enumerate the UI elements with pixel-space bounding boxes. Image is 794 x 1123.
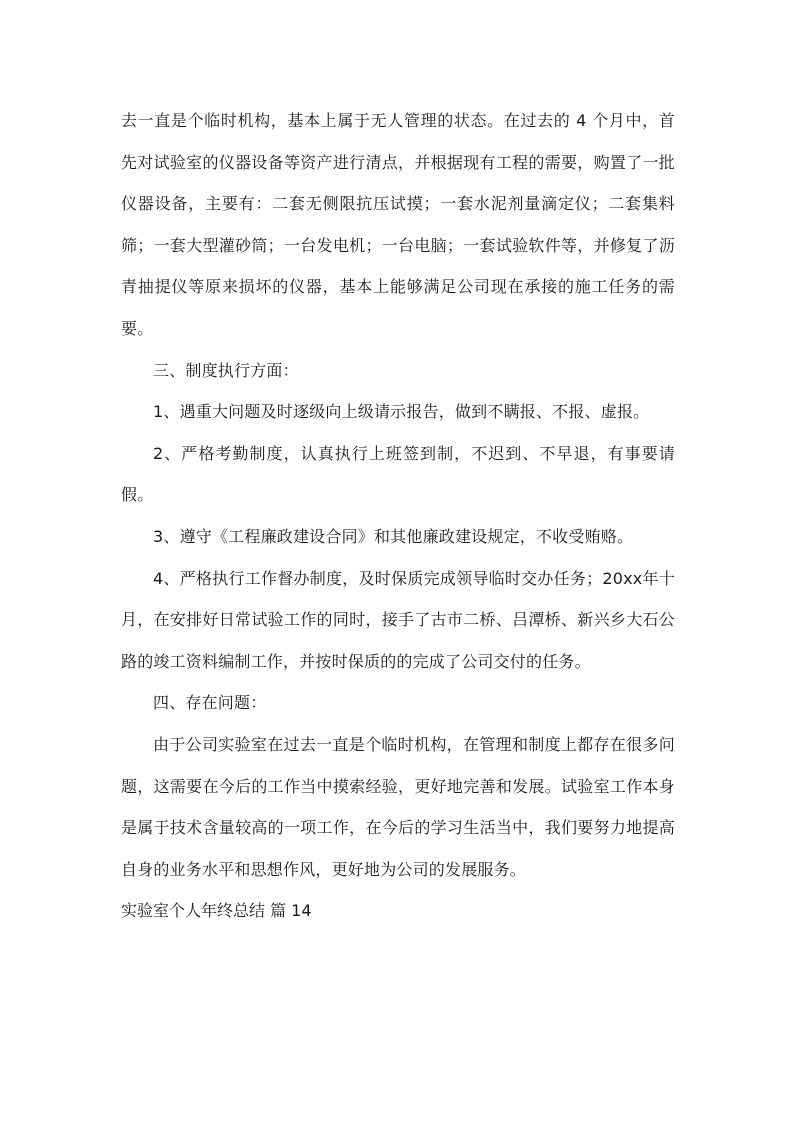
body-paragraph: 3、遵守《工程廉政建设合同》和其他廉政建设规定，不收受贿赂。 [153,526,634,546]
body-paragraph: 1、遇重大问题及时逐级向上级请示报告，做到不瞒报、不报、虚报。 [153,402,650,422]
section-heading: 四、存在问题： [153,693,267,713]
body-paragraph: 4、严格执行工作督办制度，及时保质完成领导临时交办任务；20xx年十月，在安排好日常试验工作的同时，接手了古市二桥、吕潭桥、新兴乡大石公路的竣工资料编制工作，并按时保质的的完成了公司交付的任务。 [121,568,675,671]
body-paragraph: 由于公司实验室在过去一直是个临时机构，在管理和制度上都存在很多问题，这需要在今后的工作当中摸索经验，更好地完善和发展。试验室工作本身是属于技术含量较高的一项工作，在今后的学习生活当中，我们要努力地提高自身的业务水平和思想作风，更好地为公司的发展服务。 [121,734,675,879]
body-paragraph: 2、严格考勤制度，认真执行上班签到制，不迟到、不早退，有事要请假。 [121,443,675,505]
body-paragraph: 去一直是个临时机构，基本上属于无人管理的状态。在过去的 4 个月中，首先对试验室的仪器设备等资产进行清点，并根据现有工程的需要，购置了一批仪器设备，主要有：二套无侧限抗压试摸；一套水泥剂量滴定仪；二套集料筛；一套大型灌砂筒；一台发电机；一台电脑；一套试验软件等，并修复了沥青抽提仪等原来损坏的仪器，基本上能够满足公司现在承接的施工任务的需要。 [121,111,675,338]
article-title: 实验室个人年终总结 篇 14 [121,901,312,921]
document-page [121,100,675,932]
section-heading: 三、制度执行方面： [153,360,299,380]
